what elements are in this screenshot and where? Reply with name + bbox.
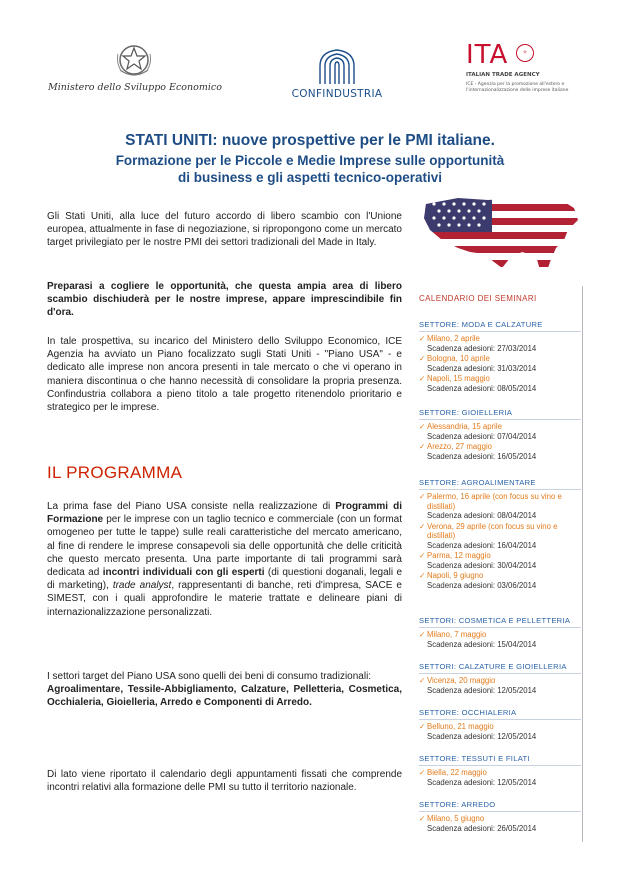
usa-flag-map-icon xyxy=(418,190,590,280)
programme-paragraph xyxy=(47,500,402,619)
sector-arredo xyxy=(419,800,581,834)
seminar-entry xyxy=(419,571,581,591)
seminar-entry xyxy=(419,492,581,522)
project-paragraph: In tale prospettiva, su incarico del Ministero dello Sviluppo Economico, ICE Agenzia ha avviato un Piano focalizzato sugli Stati Uniti - "Piano USA" - e dedicato alle imprese non ancora presenti in tale mercato o che vi operano in maniera discontinua o che hanno necessità di consolidare la propria presenza. Confindustria collabora a pieno titolo a tale progetto ritenendolo prioritario e strategico per le imprese. xyxy=(47,336,402,414)
sector-gioielleria xyxy=(419,408,581,462)
sector-tessuti-filati xyxy=(419,754,581,788)
seminar-city-date: Napoli, 15 maggio xyxy=(427,374,490,383)
confindustria-logo xyxy=(282,46,392,106)
seminar-city-date: Milano, 2 aprile xyxy=(427,334,480,343)
sector-title: SETTORE: ARREDO xyxy=(419,800,581,812)
seminar-entry xyxy=(419,676,581,696)
check-icon: ✓ xyxy=(419,814,426,823)
check-icon: ✓ xyxy=(419,521,426,531)
sector-cosmetica-pelletteria xyxy=(419,616,581,650)
sector-title: SETTORE: MODA E CALZATURE xyxy=(419,320,581,332)
seminar-entry xyxy=(419,334,581,354)
seminar-city-date: Napoli, 9 giugno xyxy=(427,571,484,581)
seminar-city-date: Biella, 22 maggio xyxy=(427,768,487,777)
ita-wordmark: ITA xyxy=(466,40,509,70)
sectors-paragraph xyxy=(47,670,402,710)
sector-title: SETTORE: TESSUTI E FILATI xyxy=(419,754,581,766)
seminar-entry xyxy=(419,354,581,374)
seminar-city-date: Parma, 12 maggio xyxy=(427,551,491,561)
opportunity-paragraph xyxy=(47,280,402,320)
page-title: STATI UNITI: nuove prospettive per le PMI italiane. xyxy=(125,132,495,149)
page-subtitle xyxy=(0,152,620,186)
seminar-entry xyxy=(419,422,581,442)
section-title-programma: IL PROGRAMMA xyxy=(47,463,183,482)
seminar-deadline: Scadenza adesioni: 16/04/2014 xyxy=(427,540,537,550)
check-icon: ✓ xyxy=(419,676,426,685)
seminar-entry xyxy=(419,442,581,462)
programme-text-e: (di questioni doganali, legali e di marketing), xyxy=(47,567,403,592)
check-icon: ✓ xyxy=(419,492,426,501)
check-icon: ✓ xyxy=(419,722,426,731)
sector-moda-calzature xyxy=(419,320,581,394)
seminar-entry xyxy=(419,522,581,552)
seminar-city-date: Vicenza, 20 maggio xyxy=(427,676,496,685)
programme-text-f: trade analyst xyxy=(112,580,172,592)
check-icon: ✓ xyxy=(419,354,426,363)
opportunity-text: Preparasi a cogliere le opportunità, che questa ampia area di libero scambio dischiuderà per le nostre imprese, appare imprescindibile fin d'ora. xyxy=(47,281,402,319)
seminar-entry xyxy=(419,768,581,788)
ita-logo xyxy=(466,40,596,110)
seminar-deadline: Scadenza adesioni: 07/04/2014 xyxy=(427,431,537,441)
check-icon: ✓ xyxy=(419,630,426,639)
seminar-city-date: Belluno, 21 maggio xyxy=(427,722,494,731)
subtitle-line-1: Formazione per le Piccole e Medie Imprese sulle opportunità xyxy=(115,153,505,168)
ita-agency-name: ITALIAN TRADE AGENCY xyxy=(466,72,540,78)
seminar-city-date: Milano, 7 maggio xyxy=(427,630,487,639)
seminar-city-date: Bologna, 10 aprile xyxy=(427,354,490,363)
check-icon: ✓ xyxy=(419,422,426,431)
sector-title: SETTORE: GIOIELLERIA xyxy=(419,408,581,420)
intro-paragraph: Gli Stati Uniti, alla luce del futuro accordo di libero scambio con l'Unione europea, attualmente in fase di negoziazione, si ripropongono come un mercato target privilegiato per le nostre PMI dei settori tradizionali del Made in Italy. xyxy=(47,211,402,249)
seminar-city-date: Arezzo, 27 maggio xyxy=(427,442,493,451)
check-icon: ✓ xyxy=(419,551,426,561)
check-icon: ✓ xyxy=(419,334,426,343)
seminar-deadline: Scadenza adesioni: 12/05/2014 xyxy=(427,777,537,787)
check-icon: ✓ xyxy=(419,374,426,383)
seminar-deadline: Scadenza adesioni: 16/05/2014 xyxy=(427,451,537,461)
sector-occhialeria xyxy=(419,708,581,742)
seminar-deadline: Scadenza adesioni: 08/04/2014 xyxy=(427,511,537,521)
seminar-deadline: Scadenza adesioni: 26/05/2014 xyxy=(427,823,537,833)
seminar-entry xyxy=(419,630,581,650)
programme-text-c: per le imprese con un taglio tecnico e commerciale (con un format omogeneo per tutte le tappe) sulle reali caratteristiche del mercato americano, al fine di rendere le imprese consapevoli sia delle opportunità che delle criticità che questo mercato presenta. Una parte importante di tali programmi sarà dedicata ad xyxy=(47,514,403,579)
check-icon: ✓ xyxy=(419,442,426,451)
confindustria-caption: CONFINDUSTRIA xyxy=(291,88,383,100)
sector-title: SETTORE: OCCHIALERIA xyxy=(419,708,581,720)
ita-badge-icon: ✧ xyxy=(516,44,534,62)
mise-logo xyxy=(40,40,230,100)
calendar-title: CALENDARIO DEI SEMINARI xyxy=(419,294,537,303)
seminar-city-date: Alessandria, 15 aprile xyxy=(427,422,502,431)
italian-republic-emblem-icon xyxy=(114,40,154,80)
sectors-intro: I settori target del Piano USA sono quelli dei beni di consumo tradizionali: xyxy=(47,671,372,682)
seminar-deadline: Scadenza adesioni: 27/03/2014 xyxy=(427,343,537,353)
check-icon: ✓ xyxy=(419,768,426,777)
seminar-deadline: Scadenza adesioni: 15/04/2014 xyxy=(427,639,537,649)
seminar-city-date: Verona, 29 aprile (con focus su vino e distillati) xyxy=(427,521,558,541)
seminar-deadline: Scadenza adesioni: 12/05/2014 xyxy=(427,685,537,695)
check-icon: ✓ xyxy=(419,571,426,581)
confindustria-mark-icon xyxy=(314,46,360,86)
sector-calzature-gioielleria xyxy=(419,662,581,696)
mise-caption: Ministero dello Sviluppo Economico xyxy=(48,82,222,93)
seminar-deadline: Scadenza adesioni: 30/04/2014 xyxy=(427,560,537,570)
seminar-entry xyxy=(419,374,581,394)
seminar-entry xyxy=(419,722,581,742)
seminar-deadline: Scadenza adesioni: 12/05/2014 xyxy=(427,731,537,741)
sectors-list: Agroalimentare, Tessile-Abbigliamento, Calzature, Pelletteria, Cosmetica, Occhialeria, Gioielleria, Arredo e Componenti di Arredo. xyxy=(47,684,402,709)
seminar-deadline: Scadenza adesioni: 31/03/2014 xyxy=(427,363,537,373)
seminar-deadline: Scadenza adesioni: 03/06/2014 xyxy=(427,580,537,590)
programme-text-b: Programmi di Formazione xyxy=(47,501,402,526)
seminar-entry xyxy=(419,551,581,571)
sector-title: SETTORI: CALZATURE E GIOIELLERIA xyxy=(419,662,581,674)
programme-text-a: La prima fase del Piano USA consiste nella realizzazione di xyxy=(47,501,331,512)
sector-title: SETTORI: COSMETICA E PELLETTERIA xyxy=(419,616,581,628)
programme-text-d: incontri individuali con gli esperti xyxy=(102,567,265,579)
programme-text-g: , rappresentanti di banche, reti d'impresa, SACE e SIMEST, con i quali approfondire le materie trattate e delineare piani di internazionalizzazione personalizzati. xyxy=(47,580,402,618)
seminar-city-date: Palermo, 16 aprile (con focus su vino e distillati) xyxy=(427,492,562,511)
seminar-entry xyxy=(419,814,581,834)
seminar-deadline: Scadenza adesioni: 08/05/2014 xyxy=(427,383,537,393)
seminar-city-date: Milano, 5 giugno xyxy=(427,814,485,823)
ita-agency-description: ICE - Agenzia per la promozione all'estero e l'internazionalizzazione delle imprese italiane xyxy=(466,82,569,93)
seminar-calendar-sidebar xyxy=(413,286,583,842)
subtitle-line-2: di business e gli aspetti tecnico-operativi xyxy=(177,170,443,185)
sector-agroalimentare xyxy=(419,478,581,591)
sector-title: SETTORE: AGROALIMENTARE xyxy=(419,478,581,490)
calendar-note-paragraph: Di lato viene riportato il calendario degli appuntamenti fissati che comprende incontri relativi alla formazione delle PMI su tutto il territorio nazionale. xyxy=(47,769,402,794)
